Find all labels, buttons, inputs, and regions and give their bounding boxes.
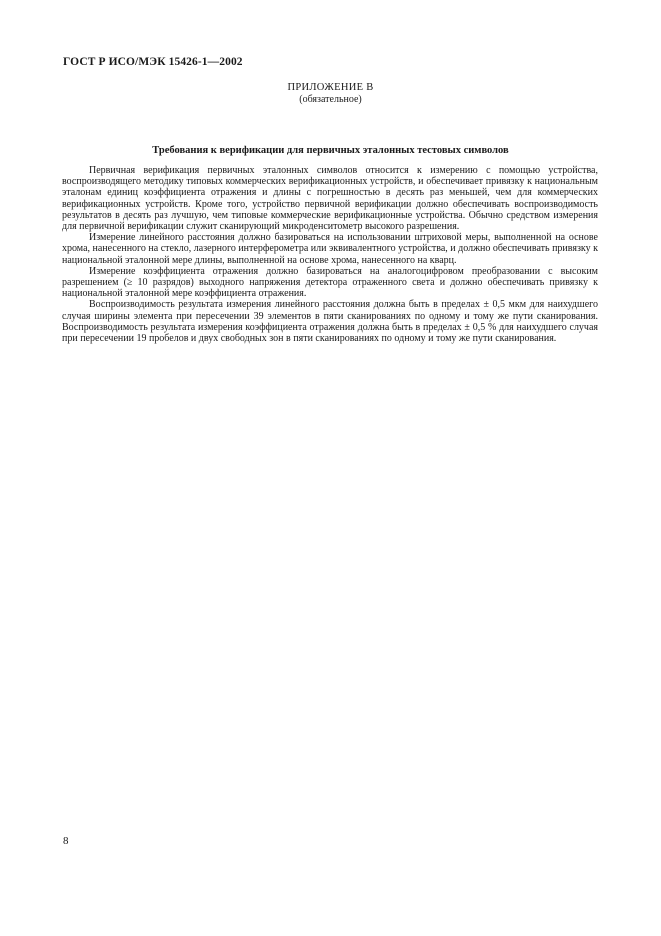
page-number: 8 [63, 835, 69, 847]
paragraph: Воспроизводимость результата измерения линейного расстояния должна быть в пределах ± 0,5 мкм для наихудшего случая ширины элемента при пересечении 39 элементов в пяти сканированиях по одному и тому же пути сканирования. Воспроизводимость результата измерения коэффициента отражения должна быть в пределах ± 0,5 % для наихудшего случая при пересечении 19 пробелов и двух свободных зон в пяти сканированиях по одному и тому же пути сканирования. [62, 299, 598, 345]
appendix-status: (обязательное) [299, 94, 362, 105]
appendix-heading [0, 82, 661, 106]
paragraph: Измерение коэффициента отражения должно базироваться на аналогоцифровом преобразовании с высоким разрешением (≥ 10 разрядов) выходного напряжения детектора отраженного света и должно обеспечивать привязку к национальной эталонной мере коэффициента отражения. [62, 265, 598, 300]
standard-code: ГОСТ Р ИСО/МЭК 15426-1—2002 [63, 56, 243, 68]
body-text [62, 165, 598, 344]
appendix-title: ПРИЛОЖЕНИЕ В [287, 82, 374, 93]
paragraph: Первичная верификация первичных эталонных символов относится к измерению с помощью устройства, воспроизводящего методику типовых коммерческих верификационных устройств, и обеспечивает привязку к национальным эталонам единиц коэффициента отражения и длины с погрешностью в десять раз меньшей, чем для коммерческих верификационных устройств. Кроме того, устройство первичной верификации должно обеспечивать воспроизводимость результатов в десять раз лучшую, чем типовые коммерческие верификационные устройства. Обычно средством измерения для первичной верификации служит сканирующий микроденситометр высокого разрешения. [62, 165, 598, 233]
section-title: Требования к верификации для первичных эталонных тестовых символов [152, 145, 509, 156]
document-header [63, 56, 243, 68]
paragraph: Измерение линейного расстояния должно базироваться на использовании штриховой меры, выполненной на основе хрома, нанесенного на стекло, лазерного интерферометра или эквивалентного устройства, и должно обеспечивать привязку к национальной эталонной мере длины, выполненной на основе хрома, нанесенного на кварц. [62, 232, 598, 266]
